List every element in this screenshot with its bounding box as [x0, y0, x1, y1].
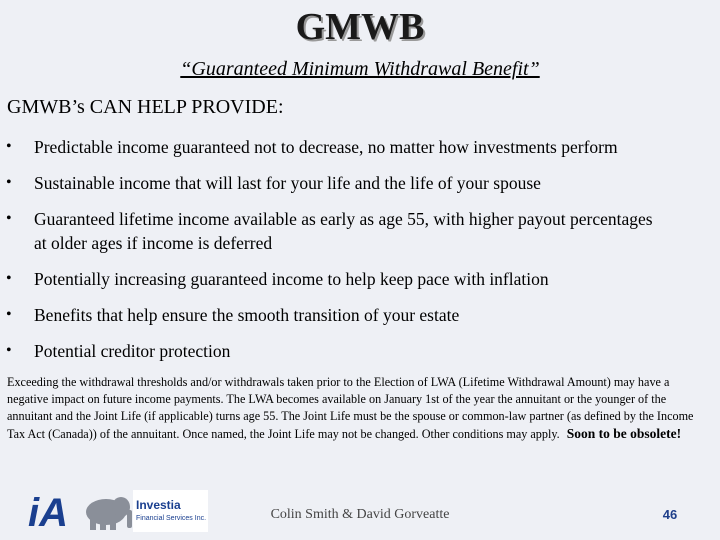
logo-subtitle: Financial Services Inc. [136, 515, 207, 522]
section-heading: GMWB’s CAN HELP PROVIDE: [7, 96, 284, 118]
disclaimer [7, 374, 713, 443]
footer-credit: Colin Smith & David Gorveatte [270, 507, 450, 522]
list-item-text: Potential creditor protection [34, 341, 231, 361]
logo-name: Investia [136, 498, 181, 512]
logo-mark-text: iA [28, 491, 68, 532]
bullet-icon: • [6, 138, 12, 155]
list-item-text: Predictable income guaranteed not to decrease, no matter how investments perform [34, 137, 618, 157]
bullet-icon: • [6, 174, 12, 191]
list-item-text: Potentially increasing guaranteed income to help keep pace with inflation [34, 269, 549, 289]
bullet-icon: • [6, 210, 12, 227]
bullet-icon: • [6, 342, 12, 359]
list-item-text: Benefits that help ensure the smooth transition of your estate [34, 305, 460, 325]
elephant-logo-icon [86, 497, 132, 530]
slide-subtitle: “Guaranteed Minimum Withdrawal Benefit” [180, 58, 540, 80]
list-item-text: Sustainable income that will last for your life and the life of your spouse [34, 173, 541, 193]
bullet-icon: • [6, 270, 12, 287]
ia-logo-mark-icon [28, 490, 138, 532]
disclaimer-text: Exceeding the withdrawal thresholds and/or withdrawals taken prior to the Election of LWA (Lifetime Withdrawal Amount) may have a negative impact on future income payments. The LWA becomes available on January 1st of the year the annuitant or the younger of the annuitant and the Joint Life (if applicable) turns age 55. The Joint Life must be the spouse or common-law partner (as defined by the Income Tax Act (Canada)) of the annuitant. Once named, the Joint Life may not be changed. Other conditions may apply. [7, 375, 694, 441]
company-logo [28, 490, 208, 532]
list-item-text: Guaranteed lifetime income available as early as age 55, with higher payout percentages at older ages if income is deferred [34, 209, 653, 253]
disclaimer-emphasis: Soon to be obsolete! [566, 426, 682, 441]
page-number: 46 [662, 507, 678, 522]
slide-title: GMWB [295, 6, 425, 48]
bullet-icon: • [6, 306, 12, 323]
